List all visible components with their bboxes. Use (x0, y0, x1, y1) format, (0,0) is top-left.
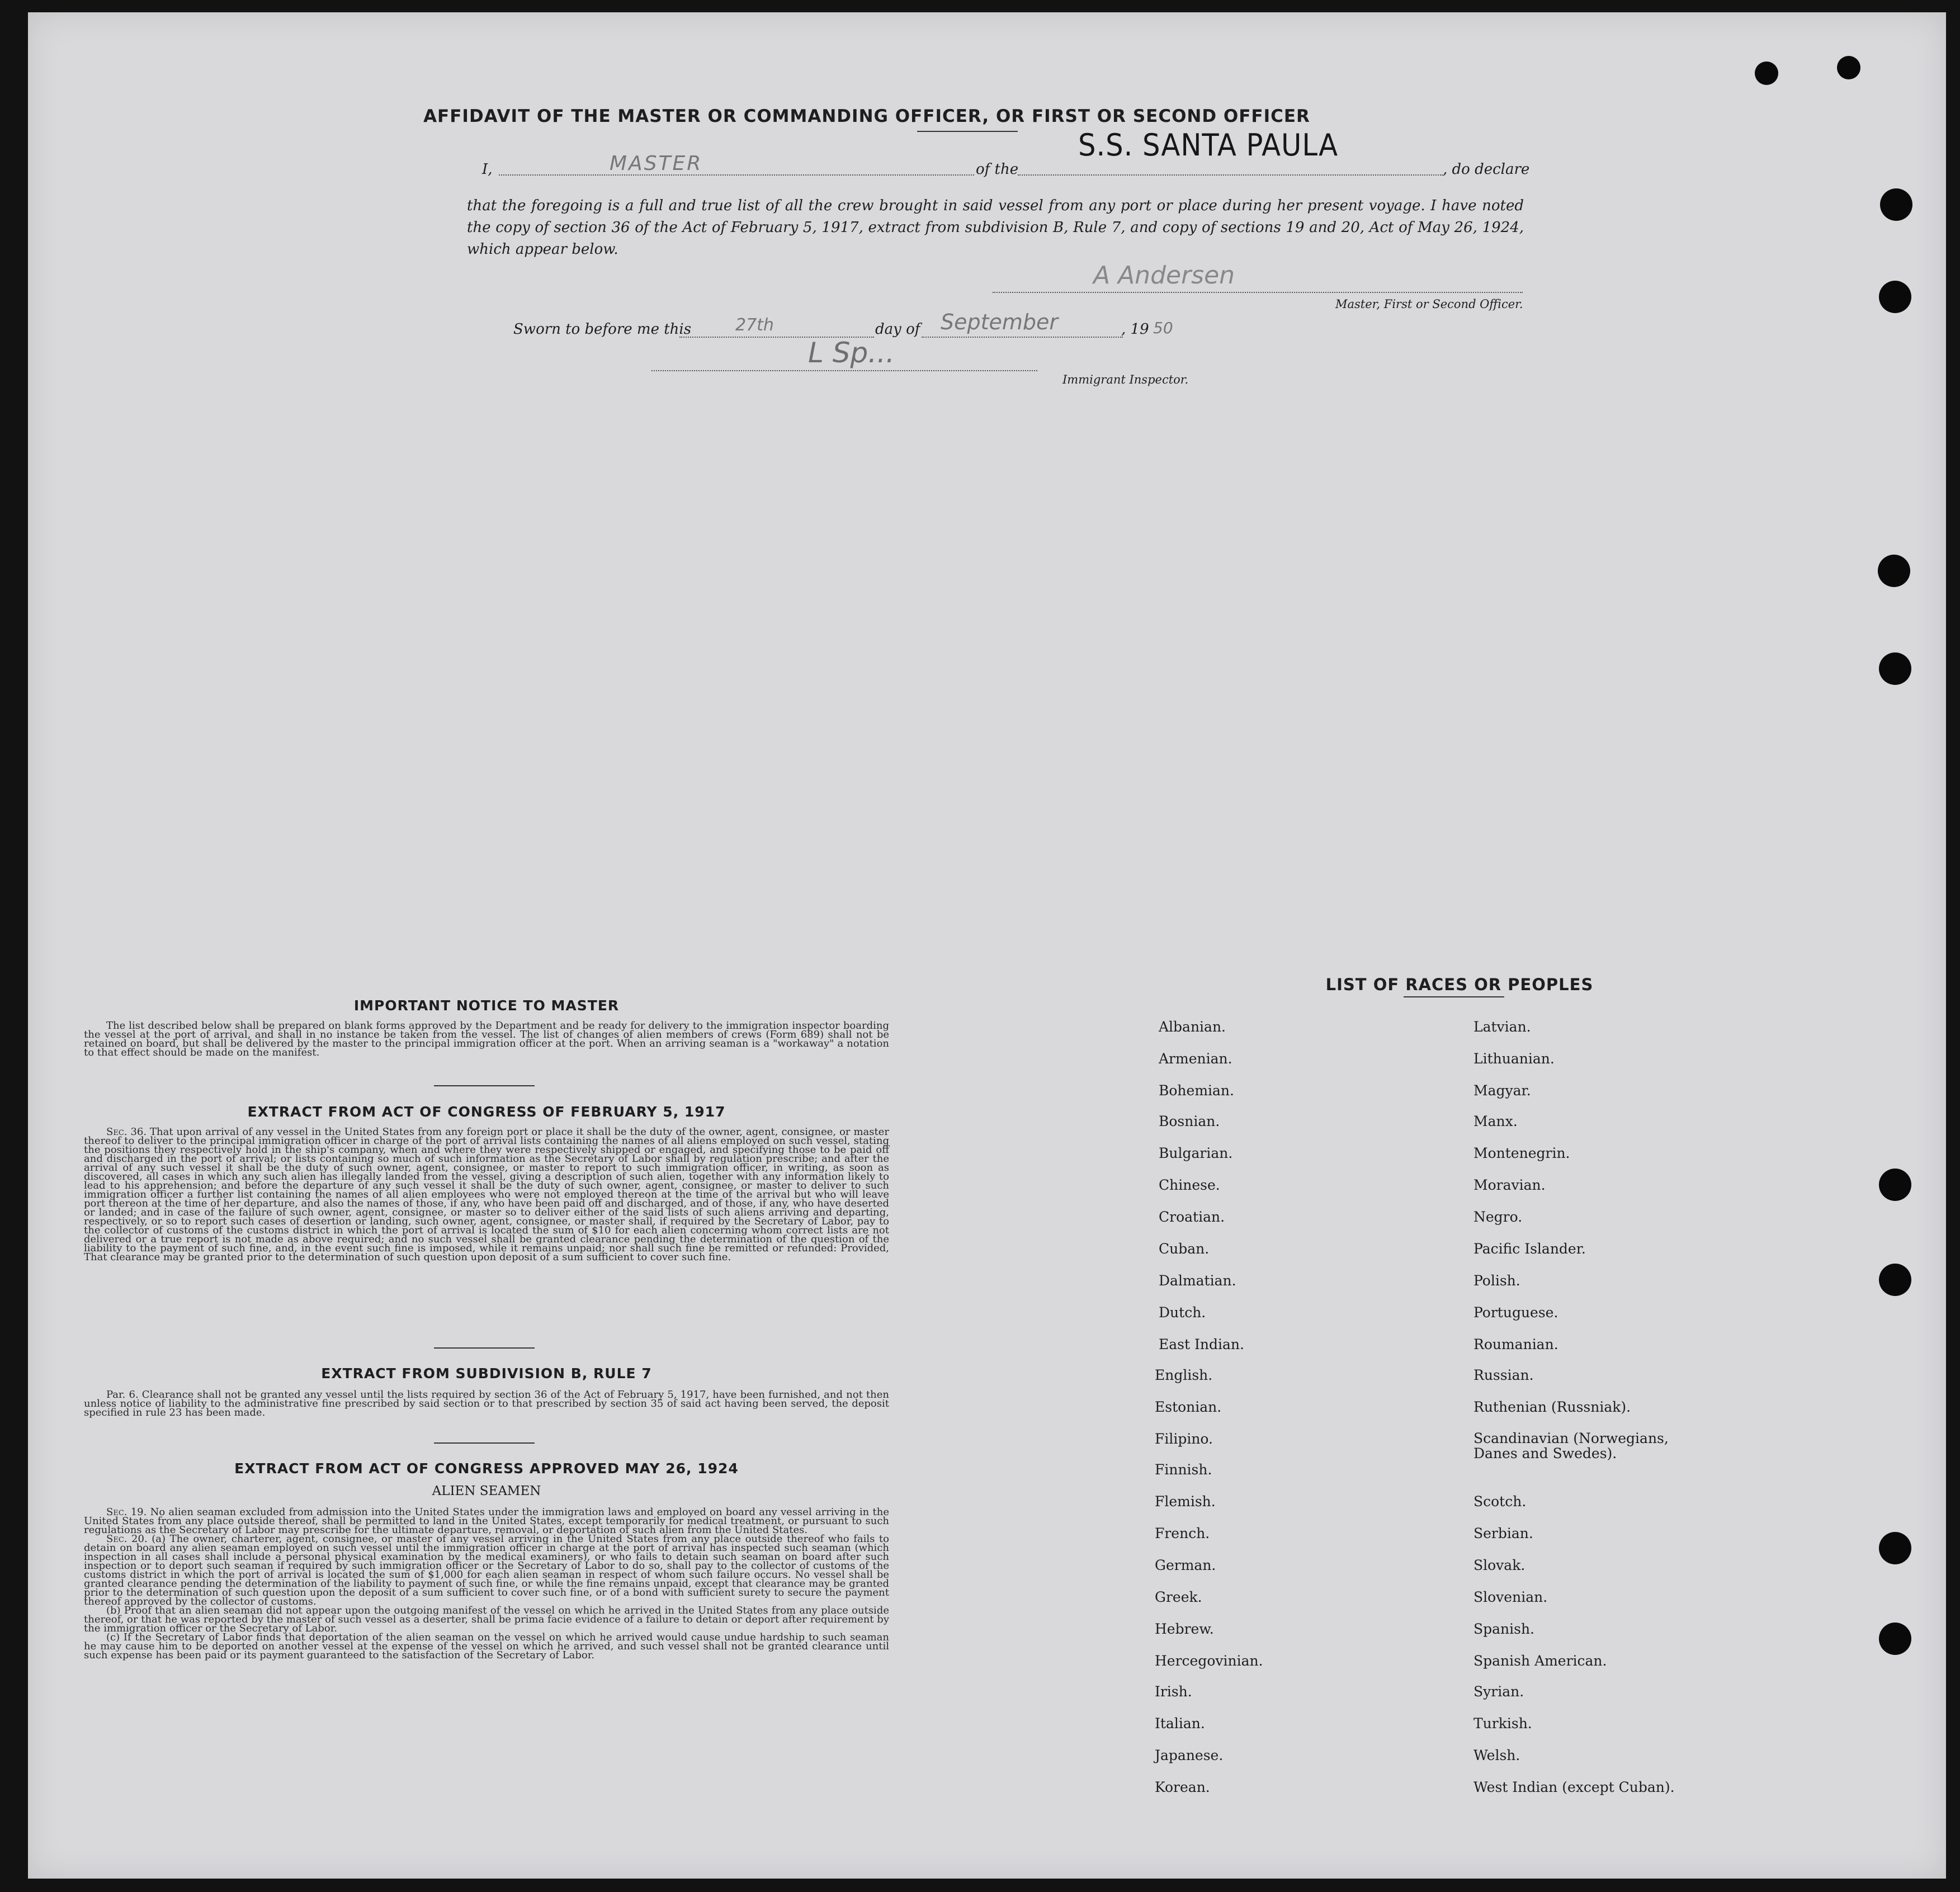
extract-1924-title: EXTRACT FROM ACT OF CONGRESS APPROVED MAY 26, 1924 (234, 1460, 739, 1477)
races-title: LIST OF RACES OR PEOPLES (1325, 975, 1594, 994)
race-item: Polish. (1473, 1273, 1520, 1289)
race-item: Japanese. (1155, 1747, 1224, 1763)
extract-rule7-title: EXTRACT FROM SUBDIVISION B, RULE 7 (321, 1365, 652, 1382)
affidavit-i-label: I, (482, 161, 493, 178)
of-the-label: of the (976, 161, 1019, 178)
race-item: German. (1155, 1557, 1216, 1573)
race-item: English. (1155, 1367, 1213, 1383)
divider (1404, 996, 1504, 997)
sec20c-text: (c) If the Secretary of Labor finds that deportation of the alien seaman on the vessel on which he arrived would cause undue hardship to such seaman he may cause him to be deported on another vessel at the expense of the vessel on which he arrived, and such vessel shall not be granted clearance until such expense has been paid or its payment guaranteed to the satisfaction of the Secretary of Labor. (84, 1631, 889, 1661)
race-item: Cuban. (1159, 1241, 1210, 1257)
vessel-name: S.S. SANTA PAULA (1078, 127, 1338, 163)
race-item: West Indian (except Cuban). (1473, 1779, 1675, 1795)
punch-hole (1879, 1623, 1911, 1655)
race-item: Lithuanian. (1473, 1051, 1555, 1067)
punch-hole (1880, 188, 1912, 221)
affidavit-body: that the foregoing is a full and true list of all the crew brought in said vessel from any port or place during her present voyage. I have noted the copy of section 36 of the Act of February 5, 1917, extract from subdivision B, Rule 7, and copy of sections 19 and 20, Act of May 26, 1924, which appear below. (467, 197, 1524, 258)
inspector-signature: L Sp... (808, 337, 895, 369)
race-item: Flemish. (1155, 1493, 1216, 1510)
race-item: Moravian. (1473, 1177, 1546, 1193)
race-item: East Indian. (1159, 1336, 1244, 1352)
race-item: Albanian. (1159, 1019, 1226, 1035)
extract-rule7-body (84, 1390, 889, 1417)
fill-line (499, 174, 974, 176)
race-item: Latvian. (1473, 1019, 1531, 1035)
race-item: Spanish. (1473, 1621, 1535, 1637)
punch-hole (1879, 1264, 1911, 1296)
year-prefix: , 19 (1121, 321, 1149, 338)
section-label: Sec. 20. (106, 1533, 148, 1545)
punch-hole (1755, 62, 1778, 85)
rank-handwritten: MASTER (610, 152, 703, 175)
punch-hole (1879, 1169, 1911, 1201)
inspector-signature-label: Immigrant Inspector. (1062, 373, 1189, 386)
race-item: Negro. (1473, 1209, 1523, 1225)
divider (917, 131, 1018, 132)
punch-hole (1879, 1532, 1911, 1564)
extract-rule7-text: Par. 6. Clearance shall not be granted any vessel until the lists required by section 36 of the Act of February 5, 1917, have been furnished, and not then unless notice of liability to the administrative fine prescribed by said section or to that prescribed by section 35 of said act having been served, the deposit specified in rule 23 has been made. (84, 1389, 889, 1418)
race-item: Armenian. (1159, 1051, 1232, 1067)
divider (434, 1085, 535, 1086)
race-item: Croatian. (1159, 1209, 1225, 1225)
race-item: Montenegrin. (1473, 1145, 1570, 1161)
race-item: Hebrew. (1155, 1621, 1214, 1637)
race-item: Pacific Islander. (1473, 1241, 1586, 1257)
inspector-signature-line (651, 370, 1037, 371)
race-item: Hercegovinian. (1155, 1653, 1263, 1669)
race-item: Finnish. (1155, 1461, 1212, 1478)
extract-1924-body (84, 1508, 889, 1660)
signature-line (993, 292, 1523, 293)
year-suffix: 50 (1153, 319, 1173, 337)
race-item: Russian. (1473, 1367, 1534, 1383)
race-item: Scotch. (1473, 1493, 1527, 1510)
race-item: Magyar. (1473, 1082, 1531, 1099)
race-item: Slovenian. (1473, 1589, 1548, 1605)
sworn-month: September (941, 310, 1059, 334)
race-item: Filipino. (1155, 1431, 1213, 1447)
race-item: Turkish. (1473, 1715, 1532, 1732)
sec19-text: No alien seaman excluded from admission into the United States under the immigration laws and employed on board any vessel arriving in the United States from any place outside thereof, shall be permitted to land in the United States, except temporarily for medical treatment, or pursuant to such regulations as the Secretary of Labor may prescribe for the ultimate departure, removal, or deportation of such alien from the United States. (84, 1506, 889, 1536)
divider (434, 1442, 535, 1444)
race-item: Estonian. (1155, 1399, 1222, 1415)
race-item: Greek. (1155, 1589, 1202, 1605)
extract-1924-subtitle: ALIEN SEAMEN (432, 1484, 541, 1498)
race-item: Ruthenian (Russniak). (1473, 1399, 1631, 1415)
section-label: Sec. 19. (106, 1506, 147, 1518)
officer-signature-label: Master, First or Second Officer. (1335, 297, 1523, 311)
do-declare-label: , do declare (1443, 161, 1530, 178)
race-item: Portuguese. (1473, 1304, 1558, 1321)
punch-hole (1837, 56, 1860, 79)
punch-hole (1879, 281, 1911, 313)
sec20b-text: (b) Proof that an alien seaman did not appear upon the outgoing manifest of the vessel on which he arrived in the United States from any place outside thereof, or that he was reported by the master of such vessel as a deserter, shall be prima facie evidence of a failure to detain or deport after requirement by the immigration officer or the Secretary of Labor. (84, 1605, 889, 1634)
extract-1917-title: EXTRACT FROM ACT OF CONGRESS OF FEBRUARY 5, 1917 (247, 1104, 726, 1120)
race-item: Roumanian. (1473, 1336, 1558, 1352)
race-item: Syrian. (1473, 1683, 1524, 1700)
race-item: Italian. (1155, 1715, 1205, 1732)
race-item: Manx. (1473, 1113, 1518, 1129)
punch-hole (1879, 652, 1911, 685)
race-item: Dalmatian. (1159, 1273, 1236, 1289)
fill-line (1018, 174, 1443, 176)
day-of-label: day of (875, 321, 920, 338)
section-label: Sec. 36. (106, 1126, 147, 1138)
race-item: Scandinavian (Norwegians, Danes and Swedes). (1473, 1430, 1669, 1461)
race-item: Slovak. (1473, 1557, 1526, 1573)
race-item: Irish. (1155, 1683, 1192, 1700)
notice-body (84, 1021, 889, 1057)
divider (434, 1347, 535, 1349)
affidavit-title: AFFIDAVIT OF THE MASTER OR COMMANDING OFFICER, OR FIRST OR SECOND OFFICER (423, 106, 1310, 126)
extract-1917-text: That upon arrival of any vessel in the United States from any foreign port or place it shall be the duty of the owner, agent, consignee, or master thereof to deliver to the principal immigration officer in charge of the port of arrival lists containing the names of all aliens employed on such vessel, stating the positions they respectively hold in the ship's company, when and where they were respectively shipped or engaged, and specifying those to be paid off and discharged in the port of arrival; or lists containing so much of such information as the Secretary of Labor shall by regulation prescribe; and after the arrival of any such vessel it shall be the duty of such owner, agent, consignee, or master to report to such immigration officer, in writing, as soon as discovered, all cases in which any such alien has illegally landed from the vessel, giving a description of such alien, together with any information likely to lead to his apprehension; and before the departure of any such vessel it shall be the duty of such owner, agent, consignee, or master to deliver to such immigration officer a further list containing the names of all alien employees who were not employed thereon at the time of the arrival but who will leave port thereon at the time of her departure, and also the names of those, if any, who have been paid off and discharged, and of those, if any, who have deserted or landed; and in case of the failure of such owner, agent, consignee, or master so to deliver either of the said lists of such aliens arriving and departing, respectively, or so to report such cases of desertion or landing, such owner, agent, consignee, or master shall, if required by the Secretary of Labor, pay to the collector of customs of the customs district in which the port of arrival is located the sum of $10 for each alien concerning whom correct lists are not delivered or a true report is not made as above required; and no such vessel shall be granted clearance pending the determination of the question of the liability to the payment of such fine, and, in the event such fine is imposed, while it remains unpaid; nor shall such fine be remitted or refunded: Provided, That clearance may be granted prior to the determination of such question upon deposit of a sum sufficient to cover such fine. (84, 1126, 889, 1263)
race-item: Welsh. (1473, 1747, 1520, 1763)
race-item: Chinese. (1159, 1177, 1220, 1193)
race-item: Bosnian. (1159, 1113, 1220, 1129)
race-item: Bulgarian. (1159, 1145, 1233, 1161)
officer-signature: A Andersen (1093, 261, 1235, 290)
document-page (28, 12, 1946, 1879)
race-item: Korean. (1155, 1779, 1210, 1795)
race-item: Spanish American. (1473, 1653, 1607, 1669)
race-item: Bohemian. (1159, 1082, 1234, 1099)
race-item: French. (1155, 1525, 1210, 1541)
fill-line (922, 337, 1123, 338)
punch-hole (1878, 555, 1910, 587)
notice-title: IMPORTANT NOTICE TO MASTER (353, 997, 620, 1014)
notice-body-text: The list described below shall be prepared on blank forms approved by the Department and be ready for delivery to the immigration inspector boarding the vessel at the port of arrival, and shall in no instance be taken from the vessel. The list of changes of alien members of crews (Form 689) shall not be retained on board, but shall be delivered by the master to the principal immigration officer at the port. When an arriving seaman is a "workaway" a notation to that effect should be made on the manifest. (84, 1020, 889, 1058)
extract-1917-body (84, 1128, 889, 1262)
sworn-label: Sworn to before me this (513, 321, 692, 338)
sworn-day: 27th (735, 315, 774, 335)
race-item: Serbian. (1473, 1525, 1533, 1541)
race-item: Dutch. (1159, 1304, 1206, 1321)
sec20a-text: (a) The owner, charterer, agent, consignee, or master of any vessel arriving in the United States from any place outside thereof who fails to detain on board any alien seaman employed on such vessel until the immigration officer in charge at the port of arrival has inspected such seaman (which inspection in all cases shall include a personal physical examination by the medical examiners), or who fails to detain such seaman on board after such inspection or to deport such seaman if required by such immigration officer or the Secretary of Labor to do so, shall pay to the collector of customs of the customs district in which the port of arrival is located the sum of $1,000 for each alien seaman in respect of whom such failure occurs. No vessel shall be granted clearance pending the determination of the liability to payment of such fine, or while the fine remains unpaid, except that clearance may be granted prior to the determination of such question upon the deposit of a sum sufficient to cover such fine, or of a bond with sufficient surety to secure the payment thereof approved by the collector of customs. (84, 1533, 889, 1607)
